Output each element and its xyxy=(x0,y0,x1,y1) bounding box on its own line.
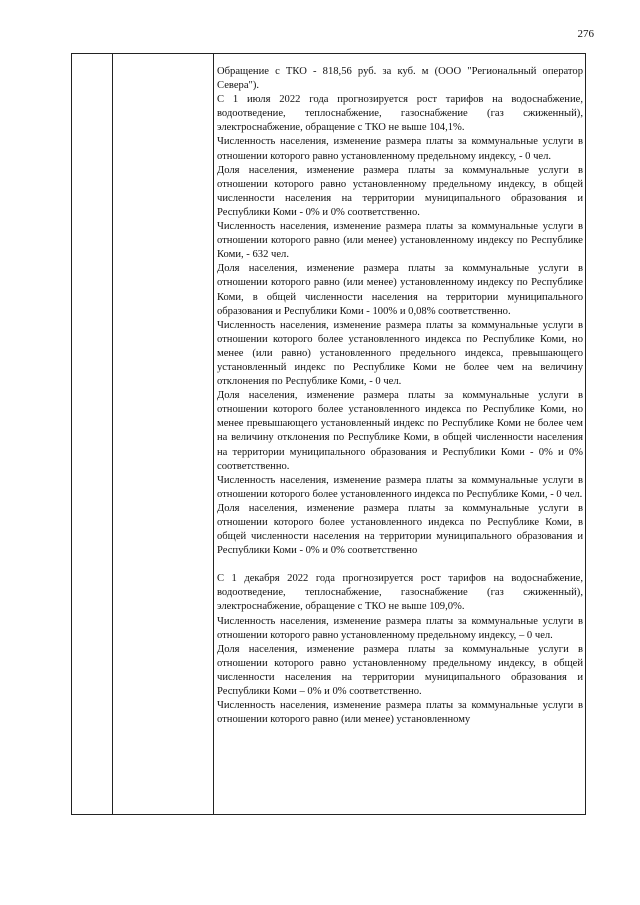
section-july-2022 xyxy=(217,65,583,558)
paragraph: Численность населения, изменение размера платы за коммунальные услуги в отношении которого равно (или менее) установленному индексу по Республике Коми, - 632 чел. xyxy=(217,221,583,261)
paragraph: Численность населения, изменение размера платы за коммунальные услуги в отношении которого более установленного индекса по Республике Коми, но менее (или равно) установленного предельного индекса, превышающего установленный индекс по Республике Коми не более чем на величину отклонения по Республике Коми, - 0 чел. xyxy=(217,319,583,388)
paragraph: Численность населения, изменение размера платы за коммунальные услуги в отношении которого равно установленному предельному индексу, – 0 чел. xyxy=(217,615,583,641)
paragraph: С 1 июля 2022 года прогнозируется рост тарифов на водоснабжение, водоотведение, теплоснабжение, газоснабжение (газ сжиженный), электроснабжение, обращение с ТКО не выше 104,1%. xyxy=(217,94,583,134)
paragraph: Доля населения, изменение размера платы за коммунальные услуги в отношении которого равно установленному предельному индексу, в общей численности населения на территории муниципального образования и Республики Коми - 0% и 0% соответственно. xyxy=(217,164,583,218)
table-row xyxy=(71,53,586,815)
section-december-2022 xyxy=(217,572,583,727)
paragraph: Доля населения, изменение размера платы за коммунальные услуги в отношении которого более установленного индекса по Республике Коми, но менее превышающего установленный индекс по Республике Коми не более чем на величину отклонения по Республике Коми, в общей численности населения на территории муниципального образования и Республики Коми - 0% и 0% соответственно. xyxy=(217,390,583,472)
column-divider xyxy=(112,54,113,814)
text-cell xyxy=(217,65,583,727)
paragraph: Доля населения, изменение размера платы за коммунальные услуги в отношении которого равно установленному предельному индексу, в общей численности населения на территории муниципального образования и Республики Коми – 0% и 0% соответственно. xyxy=(217,643,583,698)
column-divider xyxy=(213,54,214,814)
section-spacer xyxy=(217,558,583,572)
paragraph: С 1 декабря 2022 года прогнозируется рост тарифов на водоснабжение, водоотведение, теплоснабжение, газоснабжение (газ сжиженный), электроснабжение, обращение с ТКО не выше 109,0%. xyxy=(217,573,583,613)
paragraph: Доля населения, изменение размера платы за коммунальные услуги в отношении которого равно (или менее) установленному индексу по Республике Коми, в общей численности населения на территории муниципального образования и Республики Коми - 100% и 0,08% соответственно. xyxy=(217,263,583,317)
page-number: 276 xyxy=(577,28,594,40)
paragraph: Численность населения, изменение размера платы за коммунальные услуги в отношении которого равно (или менее) установленному xyxy=(217,700,583,726)
paragraph: Доля населения, изменение размера платы за коммунальные услуги в отношении которого более установленного индекса по Республике Коми, в общей численности населения на территории муниципального образования и Республики Коми - 0% и 0% соответственно xyxy=(217,502,583,557)
paragraph: Численность населения, изменение размера платы за коммунальные услуги в отношении которого равно установленному предельному индексу, - 0 чел. xyxy=(217,136,583,162)
paragraph: Обращение с ТКО - 818,56 руб. за куб. м (ООО "Региональный оператор Севера"). xyxy=(217,66,583,92)
paragraph: Численность населения, изменение размера платы за коммунальные услуги в отношении которого более установленного индекса по Республике Коми, - 0 чел. xyxy=(217,474,583,500)
